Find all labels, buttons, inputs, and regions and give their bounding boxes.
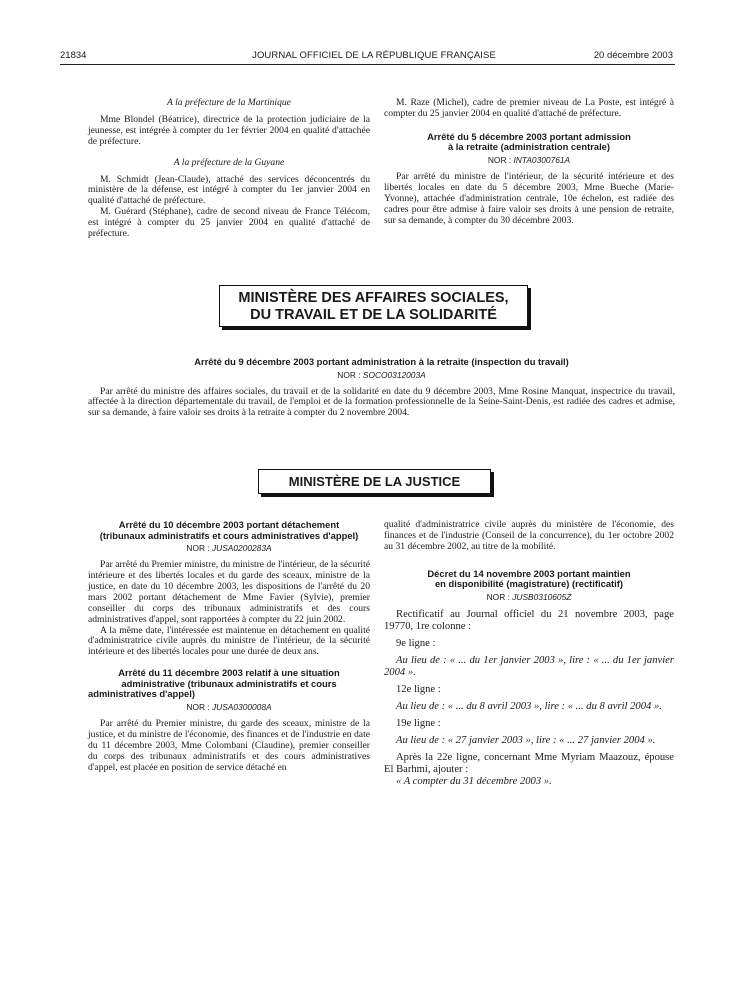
page-number: 21834 — [60, 50, 87, 61]
arrete-title-line-2: à la retraite (administration centrale) — [447, 141, 611, 153]
ministry-justice-box — [258, 469, 491, 494]
journal-title: JOURNAL OFFICIEL DE LA RÉPUBLIQUE FRANÇAISE — [252, 50, 496, 61]
line-19-correction: Au lieu de : « 27 janvier 2003 », lire : « ... 27 janvier 2004 ». — [396, 734, 656, 746]
bottom-right-column — [384, 520, 674, 788]
line-19-label: 19e ligne : — [396, 717, 441, 729]
line-12-correction: Au lieu de : « ... du 8 avril 2003 », lire : « ... du 8 avril 2004 ». — [396, 700, 662, 712]
paragraph-schmidt: M. Schmidt (Jean-Claude), attaché des services déconcentrés du ministère de la défense, est intégré à compter du 1er janvier 2004 en qualité d'attaché de préfecture. — [88, 173, 370, 207]
decret-title-line-1: Décret du 14 novembre 2003 portant maintien — [427, 567, 631, 579]
ministry-justice-label: MINISTÈRE DE LA JUSTICE — [288, 474, 461, 489]
paragraph-maazouz: Après la 22e ligne, concernant Mme Myriam Maazouz, épouse El Barhmi, ajouter : — [384, 751, 674, 775]
line-9-label: 9e ligne : — [396, 637, 436, 649]
section-heading-martinique: A la préfecture de la Martinique — [167, 97, 291, 108]
arrete-title-situation-1: Arrêté du 11 décembre 2003 relatif à une situation — [118, 667, 340, 679]
arrete-title-detachement-2: (tribunaux administratifs et cours administratives d'appel) — [99, 529, 359, 541]
added-text: « A compter du 31 décembre 2003 ». — [396, 775, 552, 787]
rectificatif-intro: Rectificatif au Journal officiel du 21 novembre 2003, page 19770, 1re colonne : — [384, 608, 674, 632]
header-rule — [60, 64, 675, 65]
decret-title-line-2: en disponibilité (magistrature) (rectificatif) — [434, 578, 624, 590]
paragraph-colombani-continued: qualité d'administratrice civile auprès du ministère de l'économie, des finances et de l'industrie (Conseil de la concurrence), du 1er octobre 2002 au 31 décembre 2002, au titre de la mobilité. — [384, 519, 674, 552]
paragraph-raze: M. Raze (Michel), cadre de premier niveau de La Poste, est intégré à compter du 25 janvier 2004 en qualité d'attaché de préfecture. — [384, 97, 674, 119]
paragraph-manquat: Par arrêté du ministre des affaires sociales, du travail et de la solidarité en date du 9 décembre 2003, Mme Rosine Manquat, inspectrice du travail, affectée à la direction départementale du travail, de l'emploi et de la formation professionnelle de la Seine-Saint-Denis, est radiée des cadres et admise, sur sa demande, à faire valoir ses droits à la retraite à compter du 2 novembre 2004. — [88, 385, 675, 419]
bottom-left-column — [88, 520, 370, 773]
paragraph-bueche: Par arrêté du ministre de l'intérieur, de la sécurité intérieure et des libertés locales en date du 5 décembre 2003, Mme Bueche (Marie-Yvonne), attachée d'administration centrale, 10e échelon, est radiée des cadres pour être admise à faire valoir ses droits à une pension de retraite, sur sa demande, à compter du 30 décembre 2003. — [384, 170, 674, 226]
paragraph-blondel: Mme Blondel (Béatrice), directrice de la protection judiciaire de la jeunesse, est intégrée à compter du 1er février 2004 en qualité d'attachée de préfecture. — [88, 113, 370, 147]
paragraph-favier: Par arrêté du Premier ministre, du ministre de l'intérieur, de la sécurité intérieure et des libertés locales et du garde des sceaux, ministre de la justice, en date du 10 décembre 2003, les dispositions de l'arrêté du 20 mars 2002 portant détachement de Mme Favier (Sylvie), premier conseiller du corps des tribunaux administratifs et des cours administratives d'appel, sont rapportées à compter du 22 juin 2002. — [88, 559, 370, 625]
nor-reference: NOR : INTA0300761A — [487, 155, 571, 165]
rectificatif-block — [384, 609, 674, 788]
issue-date: 20 décembre 2003 — [593, 50, 673, 61]
top-left-column — [88, 98, 370, 240]
paragraph-colombani: Par arrêté du Premier ministre, du garde des sceaux, ministre de la justice, et du ministre de l'économie, des finances et de l'industrie en date du 11 décembre 2003, Mme Colombani (Claudine), premier conseiller du corps des tribunaux administratifs et des cours administratives d'appel, est placée en position de service détaché en — [88, 717, 370, 773]
ministry-social-affairs-box — [219, 285, 528, 327]
ministry-social-line-2: DU TRAVAIL ET DE LA SOLIDARITÉ — [250, 307, 497, 323]
nor-reference: NOR : SOCO0312003A — [337, 369, 426, 380]
top-right-column — [384, 98, 674, 226]
arrete-title-situation-2: administrative (tribunaux administratifs et cours — [121, 677, 337, 689]
arrete-title-detachement-1: Arrêté du 10 décembre 2003 portant détachement — [118, 519, 340, 530]
line-9-correction: Au lieu de : « ... du 1er janvier 2003 », lire : « ... du 1er janvier 2004 ». — [384, 654, 674, 678]
ministry-social-line-1: MINISTÈRE DES AFFAIRES SOCIALES, — [238, 290, 509, 306]
arrete-title-inspection: Arrêté du 9 décembre 2003 portant administration à la retraite (inspection du travail) — [194, 356, 569, 367]
paragraph-guerard: M. Guérard (Stéphane), cadre de second niveau de France Télécom, est intégré à compter du 25 janvier 2004 en qualité d'attaché de préfecture. — [88, 206, 370, 240]
arrete-title-line-1: Arrêté du 5 décembre 2003 portant admission — [427, 130, 631, 142]
section-heading-guyane: A la préfecture de la Guyane — [173, 156, 285, 168]
line-12-label: 12e ligne : — [396, 683, 441, 695]
paragraph-favier-continued: A la même date, l'intéressée est maintenue en détachement en qualité d'administratrice civile auprès du ministre de l'intérieur, de la sécurité intérieure et des libertés locales pour une durée de deux ans. — [88, 624, 370, 658]
nor-reference: NOR : JUSB0310605Z — [486, 591, 572, 602]
nor-reference: NOR : JUSA0300008A — [186, 702, 272, 713]
nor-reference: NOR : JUSA0200283A — [186, 543, 272, 554]
arrete-title-situation-3: administratives d'appel) — [88, 688, 195, 700]
social-affairs-section — [88, 357, 675, 419]
